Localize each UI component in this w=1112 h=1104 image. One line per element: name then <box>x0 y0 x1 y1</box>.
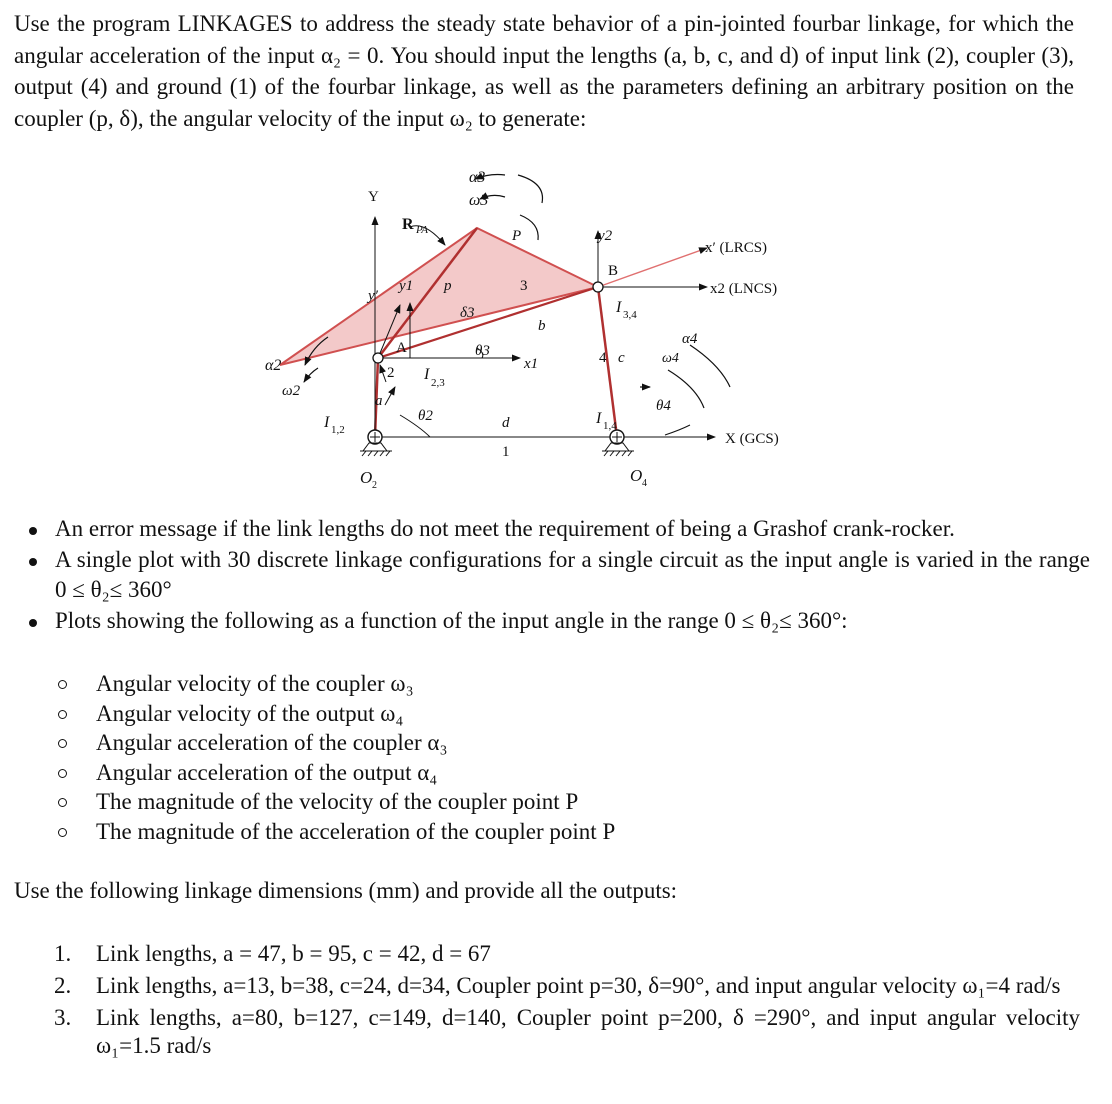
label-x2: x2 (LNCS) <box>710 281 778 297</box>
dimensions-paragraph: Use the following linkage dimensions (mm) and provide all the outputs: <box>14 878 678 903</box>
label-o2-sub: 2 <box>372 480 377 491</box>
label-i34: I <box>616 299 622 316</box>
label-i14-sub: 1,4 <box>603 420 617 432</box>
label-link3: 3 <box>520 278 528 294</box>
label-alpha3: α3 <box>469 169 486 186</box>
bullet-list <box>0 514 1090 636</box>
label-xprime: x′ (LRCS) <box>705 240 768 256</box>
label-Y: Y <box>368 189 379 205</box>
ground-o2 <box>360 443 392 456</box>
label-P-top: P <box>512 228 522 244</box>
circle-bullet-icon <box>58 680 67 689</box>
label-y2: y2 <box>598 228 613 244</box>
label-i34-sub: 3,4 <box>623 309 637 321</box>
list-item: Plots showing the following as a function of the input angle in the range 0 ≤ θ₂≤ 360°: <box>0 606 1090 637</box>
a-arrow <box>385 387 395 405</box>
list-item: Angular acceleration of the coupler α₃ <box>0 728 615 758</box>
label-omega3: ω3 <box>469 192 489 209</box>
label-d: d <box>502 415 510 431</box>
list-item: The magnitude of the velocity of the coupler point P <box>0 787 615 817</box>
bullet-icon <box>29 619 37 627</box>
omega4-curve <box>668 370 704 408</box>
label-theta2: θ2 <box>418 408 433 424</box>
label-delta3: δ3 <box>460 305 475 321</box>
list-item: 2. Link lengths, a=13, b=38, c=24, d=34, Coupler point p=30, δ=90°, and input angular velocity ω₁=4 rad/s <box>54 973 1061 998</box>
curve-omega3 <box>518 175 543 203</box>
circle-bullet-icon <box>58 769 67 778</box>
label-c: c <box>618 350 625 366</box>
sub-bullet-list <box>0 669 615 846</box>
alpha4-curve <box>690 345 730 387</box>
label-theta4: θ4 <box>656 398 671 414</box>
label-i23: I <box>424 366 430 383</box>
list-item: A single plot with 30 discrete linkage configurations for a single circuit as the input angle is varied in the range 0 ≤ θ₂≤ 360° <box>0 545 1090 606</box>
list-item: 3. Link lengths, a=80, b=127, c=149, d=140, Coupler point p=200, δ =290°, and input angular velocity ω₁=1.5 rad/s <box>54 1005 1080 1058</box>
label-X: X (GCS) <box>725 431 779 447</box>
intro-paragraph: Use the program LINKAGES to address the steady state behavior of a pin-jointed fourbar linkage, for which the angular acceleration of the input α₂ = 0. You should input the lengths (a, b, c, and d) of input link (2), coupler (3), output (4) and ground (1) of the fourbar linkage, as well as the parameters defining an arbitrary position on the coupler (p, δ), the angular velocity of the input ω₂ to generate: <box>14 11 1074 131</box>
label-p: p <box>444 278 452 294</box>
list-item: 1. Link lengths, a = 47, b = 95, c = 42, d = 67 <box>54 941 491 966</box>
label-x1: x1 <box>524 356 539 372</box>
pin-b <box>593 282 603 292</box>
coupler-triangle <box>280 228 598 365</box>
omega2-arrow <box>304 368 318 382</box>
circle-bullet-icon <box>58 828 67 837</box>
label-link1: 1 <box>502 444 510 460</box>
label-b: b <box>538 318 546 334</box>
label-alpha4: α4 <box>682 331 698 347</box>
label-o4-sub: 4 <box>642 478 647 489</box>
label-o4: O <box>630 466 643 485</box>
fourbar-linkage-figure <box>220 165 820 495</box>
label-i23-sub: 2,3 <box>431 377 445 389</box>
circle-bullet-icon <box>58 710 67 719</box>
label-omega4: ω4 <box>662 351 679 366</box>
label-B: B <box>608 263 619 279</box>
label-yprime: y′ <box>368 288 378 304</box>
label-A: A <box>396 340 407 356</box>
label-alpha2: α2 <box>265 357 282 374</box>
theta4-small <box>665 425 690 435</box>
label-y1: y1 <box>399 278 414 294</box>
label-i14: I <box>596 410 602 427</box>
list-item: Angular velocity of the coupler ω₃ <box>0 669 615 699</box>
label-link4: 4 <box>599 350 607 366</box>
curve-omega3b <box>520 215 538 240</box>
label-i12-sub: 1,2 <box>331 424 345 436</box>
pin-a <box>373 353 383 363</box>
fourbar-diagram <box>220 165 820 495</box>
label-a: a <box>375 393 383 409</box>
label-o2: O <box>360 468 373 487</box>
label-theta3: θ3 <box>475 343 490 359</box>
list-item: Angular acceleration of the output α₄ <box>0 758 615 788</box>
numbered-list <box>0 940 1080 1064</box>
label-rpa: R <box>402 216 414 233</box>
label-rpa-sub: PA <box>416 224 429 236</box>
list-item: The magnitude of the acceleration of the coupler point P <box>0 817 615 847</box>
label-omega2: ω2 <box>282 383 301 399</box>
list-item: An error message if the link lengths do not meet the requirement of being a Grashof crank-rocker. <box>0 514 1090 545</box>
label-i12: I <box>324 414 330 431</box>
list-item: Angular velocity of the output ω₄ <box>0 699 615 729</box>
circle-bullet-icon <box>58 798 67 807</box>
i23-arrow <box>380 365 386 382</box>
bullet-icon <box>29 527 37 535</box>
ground-o4 <box>602 443 634 456</box>
bullet-icon <box>29 558 37 566</box>
label-link2: 2 <box>387 365 395 381</box>
circle-bullet-icon <box>58 739 67 748</box>
